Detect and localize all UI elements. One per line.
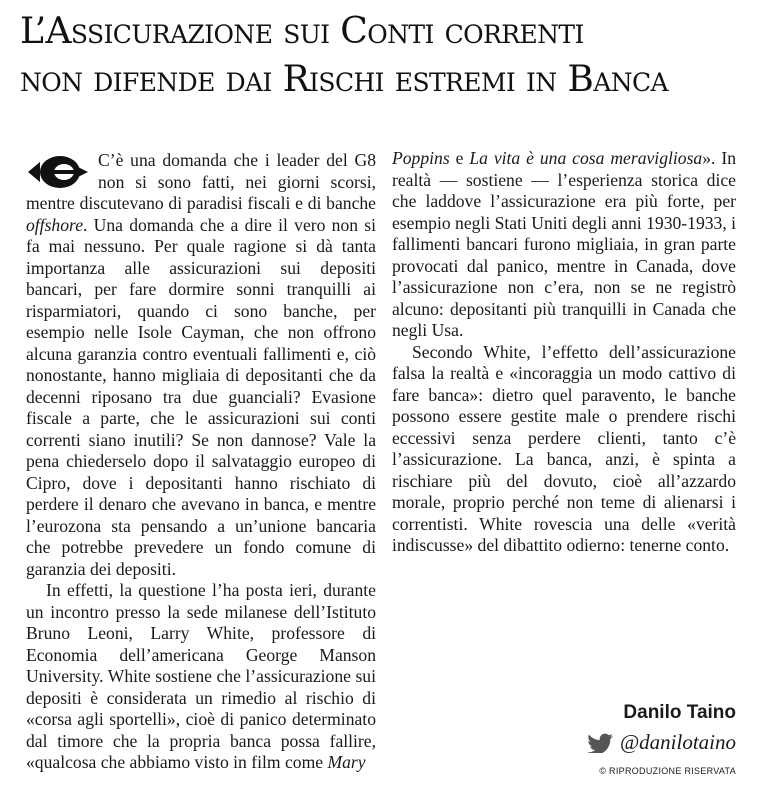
paragraph-2-continued: Poppins e La vita è una cosa meravigliosa». In realtà — sostiene — l’esperienza storica dice che laddove l’assicurazione era più forte, per esempio negli Stati Uniti degli anni 1930-1933, i fallimenti bancari furono migliaia, in gran parte provocati dal panico, mentre in Canada, dove l’assicurazione non c’era, non se ne registrò alcuno: depositanti più tranquilli in Canada che negli Usa.	[392, 148, 737, 340]
twitter-bird-icon	[588, 733, 614, 753]
twitter-handle[interactable]	[588, 730, 736, 755]
article-headline	[20, 8, 748, 104]
column-left	[26, 150, 376, 774]
twitter-handle-text: @danilotaino	[619, 730, 736, 754]
author-name: Danilo Taino	[623, 702, 736, 723]
paragraph-3: Secondo White, l’effetto dell’assicurazione falsa la realtà e «incoraggia un modo cattivo di fare banca»: dietro quel paravento, le banche possono essere gestite male o prendere rischi eccessivi senza perdere clienti, tanto c’è l’assicurazione. La banca, anzi, è spinta a rischiare più del dovuto, cioè all’azzardo morale, proprio perché non teme di alienarsi i correntisti. White rovescia una delle «verità indiscusse» del dibattito odierno: tenerne conto.	[392, 341, 736, 555]
pen-nib-icon	[26, 152, 90, 192]
copyright-notice: © RIPRODUZIONE RISERVATA	[599, 766, 736, 776]
paragraph-2: In effetti, la questione l’ha posta ieri, durante un incontro presso la sede milanese dell’Istituto Bruno Leoni, Larry White, professore di Economia dell’americana George Manson University. White sostiene che l’assicurazione sui depositi è considerata un rimedio al rischio di «corsa agli sportelli», cioè di panico determinato dal timore che la propria banca possa fallire, «qualcosa che abbiamo visto in film come Mary	[26, 580, 376, 772]
headline-line-1: L’Assicurazione sui Conti correnti	[20, 11, 584, 52]
headline-line-2: non difende dai Rischi estremi in Banca	[20, 59, 668, 100]
paragraph-1: C’è una domanda che i leader del G8 non si sono fatti, nei giorni scorsi, mentre discutevano di paradisi fiscali e di banche offshore. Una domanda che a dire il vero non si fa mai nessuno. Per quale ragione si dà tanta importanza alle assicurazioni sui depositi bancari, per fare dormire sonni tranquilli ai risparmiatori, quando ci sono banche, per esempio nelle Isole Cayman, che non offrono alcuna garanzia contro eventuali fallimenti e, ciò nonostante, hanno migliaia di depositanti che da decenni riposano tra due guanciali? Evasione fiscale a parte, che le assicurazioni sui conti correnti siano inutili? Se non dannose? Vale la pena chiederselo dopo il salvataggio europeo di Cipro, dove i depositanti hanno rischiato di perdere il denaro che avevano in banca, e mentre l’eurozona sta pensando a un’unione bancaria che potrebbe prevedere un fondo comune di garanzia dei depositi.	[26, 150, 376, 579]
column-right	[392, 148, 736, 557]
